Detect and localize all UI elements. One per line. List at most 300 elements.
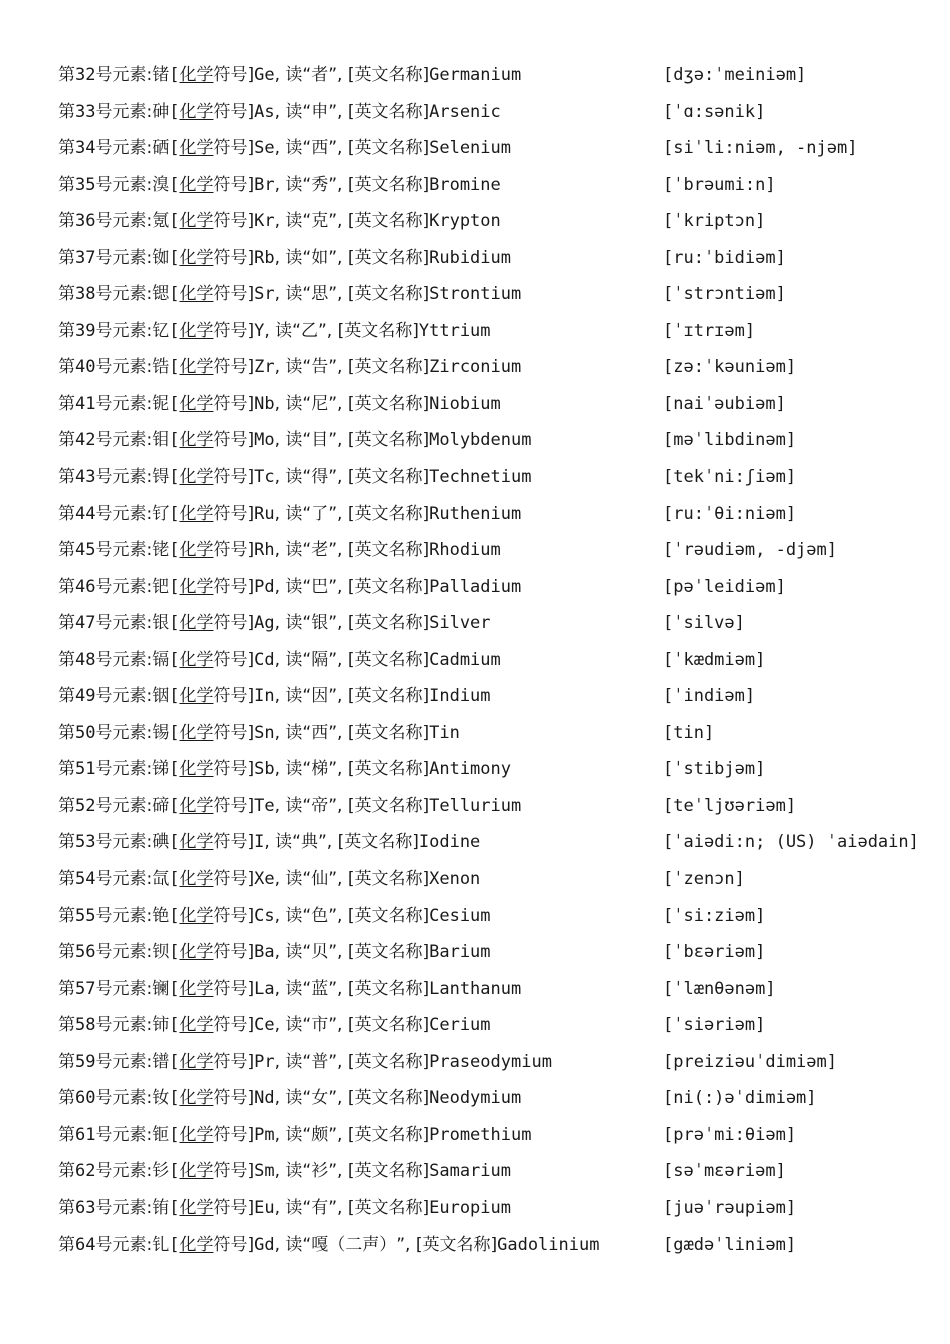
entry-suffix: 号元素:: [95, 759, 153, 780]
english-label: [英文名称]: [347, 138, 430, 159]
element-english-name: Germanium: [429, 65, 522, 85]
element-entry: [58, 1122, 938, 1159]
entry-prefix: 第: [58, 686, 75, 707]
entry-prefix: 第: [58, 467, 75, 488]
element-symbol: Zr: [254, 357, 275, 378]
element-chinese-name: 银: [152, 613, 170, 634]
element-entry: [58, 62, 938, 99]
element-symbol: Rh: [254, 540, 275, 561]
element-phonetic: [preiziəuˈdimiəm]: [663, 1051, 837, 1072]
element-reading: 颇: [311, 1124, 329, 1145]
chem-link[interactable]: 化学: [179, 795, 214, 816]
element-chinese-name: 锆: [152, 357, 170, 378]
element-chinese-name: 碘: [152, 832, 170, 853]
chem-link[interactable]: 化学: [179, 467, 214, 488]
reading-close: ”,: [328, 174, 348, 195]
entry-prefix: 第: [58, 65, 75, 85]
chem-link[interactable]: 化学: [179, 357, 214, 378]
chem-link[interactable]: 化学: [179, 65, 214, 85]
element-reading: 老: [311, 540, 329, 561]
reading-close: ”,: [328, 247, 348, 268]
symbol-label: 符号]: [213, 211, 255, 232]
bracket-open: [: [169, 832, 180, 853]
element-english-name: Rubidium: [429, 247, 511, 268]
element-reading: 隔: [311, 649, 329, 670]
symbol-label: 符号]: [213, 978, 255, 999]
reading-open: , 读“: [274, 503, 312, 524]
entry-prefix: 第: [58, 759, 75, 780]
element-phonetic: [prəˈmi:θiəm]: [663, 1124, 797, 1145]
element-english-name: Yttrium: [418, 320, 491, 341]
element-english-name: Rhodium: [429, 540, 501, 561]
symbol-label: 符号]: [213, 942, 255, 963]
english-label: [英文名称]: [347, 174, 430, 195]
reading-open: , 读“: [274, 722, 312, 743]
element-number: 59: [75, 1051, 96, 1072]
reading-close: ”,: [328, 869, 348, 890]
chem-link[interactable]: 化学: [179, 613, 214, 634]
reading-close: ”,: [328, 613, 348, 634]
symbol-label: 符号]: [213, 430, 255, 451]
chem-link[interactable]: 化学: [179, 320, 214, 341]
entry-prefix: 第: [58, 576, 75, 597]
element-reading: 银: [311, 613, 329, 634]
symbol-label: 符号]: [213, 686, 255, 707]
entry-suffix: 号元素:: [95, 430, 153, 451]
chem-link[interactable]: 化学: [179, 1015, 214, 1036]
entry-prefix: 第: [58, 613, 75, 634]
english-label: [英文名称]: [347, 211, 430, 232]
chem-link[interactable]: 化学: [179, 1161, 214, 1182]
element-phonetic: [teˈljʊəriəm]: [663, 795, 797, 816]
entry-suffix: 号元素:: [95, 1197, 153, 1218]
element-chinese-name: 钯: [152, 576, 170, 597]
element-symbol: Br: [254, 174, 275, 195]
entry-suffix: 号元素:: [95, 1088, 153, 1109]
element-chinese-name: 铈: [152, 1015, 170, 1036]
reading-close: ”,: [328, 138, 348, 159]
reading-open: , 读“: [274, 211, 312, 232]
entry-prefix: 第: [58, 1161, 75, 1182]
chem-link[interactable]: 化学: [179, 1234, 214, 1255]
chem-link[interactable]: 化学: [179, 430, 214, 451]
element-chinese-name: 镉: [152, 649, 170, 670]
bracket-open: [: [169, 101, 180, 122]
chem-link[interactable]: 化学: [179, 576, 214, 597]
element-reading: 因: [311, 686, 329, 707]
entry-suffix: 号元素:: [95, 357, 153, 378]
bracket-open: [: [169, 211, 180, 232]
element-entry: [58, 427, 938, 464]
element-english-name: Zirconium: [429, 357, 522, 378]
symbol-label: 符号]: [213, 1088, 255, 1109]
element-entry: [58, 610, 938, 647]
element-english-name: Praseodymium: [429, 1051, 552, 1072]
chem-link[interactable]: 化学: [179, 1124, 214, 1145]
english-label: [英文名称]: [347, 430, 430, 451]
element-phonetic: [ˈlænθənəm]: [663, 978, 776, 999]
bracket-open: [: [169, 467, 180, 488]
english-label: [英文名称]: [347, 1161, 430, 1182]
element-chinese-name: 钆: [152, 1234, 170, 1255]
symbol-label: 符号]: [213, 576, 255, 597]
symbol-label: 符号]: [213, 1234, 255, 1255]
symbol-label: 符号]: [213, 649, 255, 670]
reading-close: ”,: [328, 430, 348, 451]
element-symbol: Sm: [254, 1161, 275, 1182]
element-entry: [58, 683, 938, 720]
element-english-name: Iodine: [418, 832, 481, 853]
bracket-open: [: [169, 649, 180, 670]
bracket-open: [: [169, 247, 180, 268]
chem-link[interactable]: 化学: [179, 832, 214, 853]
reading-close: ”,: [328, 101, 348, 122]
symbol-label: 符号]: [213, 284, 255, 305]
english-label: [英文名称]: [337, 320, 419, 341]
element-english-name: Ruthenium: [429, 503, 522, 524]
reading-open: , 读“: [274, 1234, 312, 1255]
element-entry: [58, 720, 938, 757]
element-entry: [58, 464, 938, 501]
entry-prefix: 第: [58, 138, 75, 159]
chem-link[interactable]: 化学: [179, 1088, 214, 1109]
element-chinese-name: 铕: [152, 1197, 170, 1218]
element-entry: [58, 354, 938, 391]
reading-close: ”,: [328, 540, 348, 561]
element-chinese-name: 硒: [152, 138, 170, 159]
element-english-name: Molybdenum: [429, 430, 532, 451]
element-phonetic: [ˈzenɔn]: [663, 869, 745, 890]
entry-suffix: 号元素:: [95, 284, 153, 305]
chem-link[interactable]: 化学: [179, 869, 214, 890]
element-number: 58: [75, 1015, 96, 1036]
reading-open: , 读“: [264, 320, 301, 341]
element-symbol: Ce: [254, 1015, 275, 1036]
element-entry: [58, 135, 938, 172]
reading-open: , 读“: [274, 978, 312, 999]
bracket-open: [: [169, 613, 180, 634]
element-phonetic: [ru:ˈbidiəm]: [663, 247, 786, 268]
chem-link[interactable]: 化学: [179, 978, 214, 999]
chem-link[interactable]: 化学: [179, 1197, 214, 1218]
reading-close: ”,: [328, 686, 348, 707]
english-label: [英文名称]: [347, 795, 430, 816]
element-reading: 西: [311, 138, 329, 159]
element-entry: [58, 866, 938, 903]
reading-close: ”,: [328, 795, 348, 816]
chem-link[interactable]: 化学: [179, 686, 214, 707]
entry-suffix: 号元素:: [95, 211, 153, 232]
element-reading: 尼: [311, 393, 329, 414]
element-symbol: Te: [254, 795, 275, 816]
chem-link[interactable]: 化学: [179, 722, 214, 743]
element-reading: 者: [311, 65, 329, 85]
entry-suffix: 号元素:: [95, 869, 153, 890]
chem-link[interactable]: 化学: [179, 393, 214, 414]
entry-suffix: 号元素:: [95, 832, 153, 853]
element-chinese-name: 钌: [152, 503, 170, 524]
element-reading: 思: [311, 284, 329, 305]
english-label: [英文名称]: [347, 869, 430, 890]
element-number: 33: [75, 101, 96, 122]
english-label: [英文名称]: [347, 613, 430, 634]
bracket-open: [: [169, 503, 180, 524]
symbol-label: 符号]: [213, 795, 255, 816]
chem-link[interactable]: 化学: [179, 101, 214, 122]
entry-suffix: 号元素:: [95, 174, 153, 195]
element-chinese-name: 铑: [152, 540, 170, 561]
reading-close: ”,: [328, 467, 348, 488]
element-chinese-name: 碲: [152, 795, 170, 816]
element-phonetic: [dʒə:ˈmeiniəm]: [663, 65, 807, 85]
element-reading: 目: [311, 430, 329, 451]
bracket-open: [: [169, 1088, 180, 1109]
reading-close: ”,: [328, 1015, 348, 1036]
element-english-name: Tin: [429, 722, 460, 743]
reading-close: ”,: [328, 1161, 348, 1182]
reading-close: ”,: [317, 832, 338, 853]
element-symbol: Kr: [254, 211, 275, 232]
element-entry: [58, 1085, 938, 1122]
reading-open: , 读“: [274, 284, 312, 305]
element-number: 51: [75, 759, 96, 780]
element-entry: [58, 318, 938, 355]
element-symbol: Pr: [254, 1051, 275, 1072]
english-label: [英文名称]: [347, 284, 430, 305]
element-entry: [58, 903, 938, 940]
element-entry: [58, 1012, 938, 1049]
reading-open: , 读“: [274, 138, 312, 159]
entry-prefix: 第: [58, 795, 75, 816]
english-label: [英文名称]: [347, 686, 430, 707]
element-symbol: In: [254, 686, 275, 707]
element-reading: 嘎（二声）: [311, 1234, 397, 1255]
element-english-name: Neodymium: [429, 1088, 522, 1109]
element-symbol: Se: [254, 138, 275, 159]
symbol-label: 符号]: [213, 467, 255, 488]
english-label: [英文名称]: [347, 942, 430, 963]
entry-prefix: 第: [58, 869, 75, 890]
element-symbol: Eu: [254, 1197, 275, 1218]
entry-suffix: 号元素:: [95, 978, 153, 999]
english-label: [英文名称]: [347, 503, 430, 524]
entry-prefix: 第: [58, 430, 75, 451]
english-label: [英文名称]: [415, 1234, 498, 1255]
symbol-label: 符号]: [213, 613, 255, 634]
chem-link[interactable]: 化学: [179, 174, 214, 195]
entry-suffix: 号元素:: [95, 613, 153, 634]
element-number: 47: [75, 613, 96, 634]
element-reading: 有: [311, 1197, 329, 1218]
element-symbol: Sb: [254, 759, 275, 780]
english-label: [英文名称]: [347, 65, 430, 85]
element-number: 39: [75, 320, 96, 341]
chem-link[interactable]: 化学: [179, 284, 214, 305]
bracket-open: [: [169, 1197, 180, 1218]
element-phonetic: [ˈsilvə]: [663, 613, 745, 634]
element-english-name: Barium: [429, 942, 491, 963]
entry-prefix: 第: [58, 503, 75, 524]
chem-link[interactable]: 化学: [179, 649, 214, 670]
element-number: 41: [75, 393, 96, 414]
entry-prefix: 第: [58, 174, 75, 195]
element-english-name: Xenon: [429, 869, 481, 890]
element-reading: 色: [311, 905, 329, 926]
chem-link[interactable]: 化学: [179, 503, 214, 524]
chem-link[interactable]: 化学: [179, 138, 214, 159]
element-number: 50: [75, 722, 96, 743]
element-english-name: Promethium: [429, 1124, 532, 1145]
entry-suffix: 号元素:: [95, 1015, 153, 1036]
entry-prefix: 第: [58, 1088, 75, 1109]
element-phonetic: [ˈrəudiəm, -djəm]: [663, 540, 837, 561]
bracket-open: [: [169, 1051, 180, 1072]
element-symbol: Nd: [254, 1088, 275, 1109]
entry-prefix: 第: [58, 1197, 75, 1218]
reading-open: , 读“: [264, 832, 301, 853]
symbol-label: 符号]: [213, 869, 255, 890]
element-number: 35: [75, 174, 96, 195]
bracket-open: [: [169, 722, 180, 743]
entry-prefix: 第: [58, 649, 75, 670]
reading-open: , 读“: [274, 430, 312, 451]
element-chinese-name: 锡: [152, 722, 170, 743]
element-number: 61: [75, 1124, 96, 1145]
reading-open: , 读“: [274, 576, 312, 597]
english-label: [英文名称]: [347, 1015, 430, 1036]
element-phonetic: [ˈsiəriəm]: [663, 1015, 766, 1036]
reading-open: , 读“: [274, 686, 312, 707]
entry-prefix: 第: [58, 978, 75, 999]
bracket-open: [: [169, 393, 180, 414]
entry-suffix: 号元素:: [95, 686, 153, 707]
reading-open: , 读“: [274, 795, 312, 816]
chem-link[interactable]: 化学: [179, 211, 214, 232]
chem-link[interactable]: 化学: [179, 759, 214, 780]
reading-open: , 读“: [274, 357, 312, 378]
reading-open: , 读“: [274, 101, 312, 122]
element-english-name: Selenium: [429, 138, 511, 159]
element-symbol: Ag: [254, 613, 275, 634]
english-label: [英文名称]: [347, 649, 430, 670]
chem-link[interactable]: 化学: [179, 1051, 214, 1072]
element-number: 49: [75, 686, 96, 707]
reading-close: ”,: [328, 357, 348, 378]
chem-link[interactable]: 化学: [179, 247, 214, 268]
element-phonetic: [ˈbrəumi:n]: [663, 174, 776, 195]
element-number: 54: [75, 869, 96, 890]
reading-close: ”,: [317, 320, 338, 341]
element-english-name: Palladium: [429, 576, 522, 597]
entry-prefix: 第: [58, 942, 75, 963]
element-english-name: Gadolinium: [497, 1234, 600, 1255]
bracket-open: [: [169, 978, 180, 999]
element-reading: 西: [311, 722, 329, 743]
reading-open: , 读“: [274, 1124, 312, 1145]
entry-prefix: 第: [58, 101, 75, 122]
bracket-open: [: [169, 1161, 180, 1182]
entry-suffix: 号元素:: [95, 722, 153, 743]
reading-open: , 读“: [274, 174, 312, 195]
element-english-name: Lanthanum: [429, 978, 522, 999]
element-entry: [58, 1195, 938, 1232]
element-symbol: Xe: [254, 869, 275, 890]
element-english-name: Niobium: [429, 393, 501, 414]
symbol-label: 符号]: [213, 832, 255, 853]
element-english-name: Tellurium: [429, 795, 522, 816]
element-symbol: Pm: [254, 1124, 275, 1145]
element-phonetic: [ˈɪtrɪəm]: [663, 320, 756, 341]
element-reading: 衫: [311, 1161, 329, 1182]
symbol-label: 符号]: [213, 138, 255, 159]
reading-open: , 读“: [274, 65, 312, 85]
element-phonetic: [siˈli:niəm, -njəm]: [663, 138, 858, 159]
chem-link[interactable]: 化学: [179, 540, 214, 561]
reading-close: ”,: [328, 576, 348, 597]
reading-close: ”,: [396, 1234, 416, 1255]
entry-prefix: 第: [58, 211, 75, 232]
symbol-label: 符号]: [213, 101, 255, 122]
element-reading: 乙: [300, 320, 318, 341]
element-chinese-name: 锑: [152, 759, 170, 780]
entry-prefix: 第: [58, 357, 75, 378]
element-english-name: Cadmium: [429, 649, 501, 670]
reading-close: ”,: [328, 1197, 348, 1218]
bracket-open: [: [169, 174, 180, 195]
english-label: [英文名称]: [347, 1088, 430, 1109]
chem-link[interactable]: 化学: [179, 942, 214, 963]
entry-suffix: 号元素:: [95, 1051, 153, 1072]
element-chinese-name: 铌: [152, 393, 170, 414]
element-chinese-name: 铟: [152, 686, 170, 707]
reading-open: , 读“: [274, 905, 312, 926]
symbol-label: 符号]: [213, 174, 255, 195]
element-entry: [58, 281, 938, 318]
entry-prefix: 第: [58, 905, 75, 926]
element-reading: 贝: [311, 942, 329, 963]
entry-suffix: 号元素:: [95, 101, 153, 122]
element-reading: 梯: [311, 759, 329, 780]
reading-open: , 读“: [274, 1051, 312, 1072]
reading-close: ”,: [328, 1088, 348, 1109]
reading-close: ”,: [328, 722, 348, 743]
symbol-label: 符号]: [213, 722, 255, 743]
element-phonetic: [juəˈrəupiəm]: [663, 1197, 797, 1218]
element-phonetic: [tin]: [663, 722, 715, 743]
entry-suffix: 号元素:: [95, 503, 153, 524]
element-number: 44: [75, 503, 96, 524]
element-chinese-name: 氪: [152, 211, 170, 232]
element-number: 62: [75, 1161, 96, 1182]
entry-suffix: 号元素:: [95, 649, 153, 670]
element-number: 45: [75, 540, 96, 561]
element-reading: 得: [311, 467, 329, 488]
entry-prefix: 第: [58, 1124, 75, 1145]
element-phonetic: [ˈɑ:sənik]: [663, 101, 766, 122]
reading-open: , 读“: [274, 1088, 312, 1109]
english-label: [英文名称]: [347, 467, 430, 488]
english-label: [英文名称]: [347, 905, 430, 926]
element-reading: 蓝: [311, 978, 329, 999]
element-english-name: Samarium: [429, 1161, 511, 1182]
english-label: [英文名称]: [347, 1197, 430, 1218]
element-chinese-name: 铷: [152, 247, 170, 268]
element-reading: 巴: [311, 576, 329, 597]
element-symbol: La: [254, 978, 275, 999]
english-label: [英文名称]: [347, 393, 430, 414]
element-phonetic: [ˈkædmiəm]: [663, 649, 766, 670]
chem-link[interactable]: 化学: [179, 905, 214, 926]
